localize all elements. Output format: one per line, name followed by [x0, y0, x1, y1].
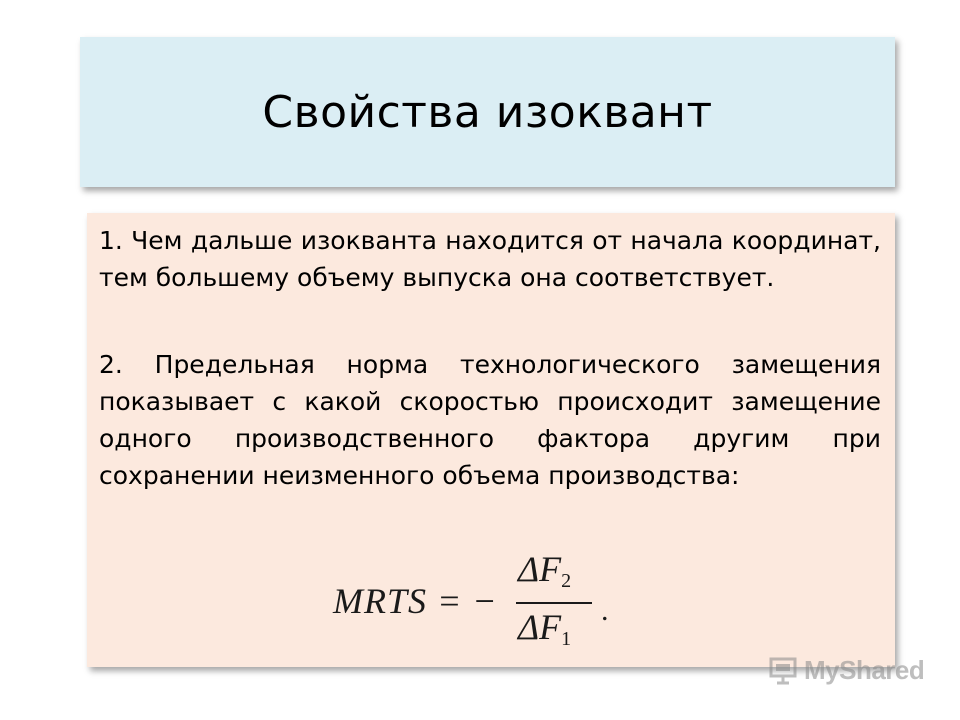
formula-period: .	[601, 594, 609, 627]
mrts-formula	[333, 546, 613, 656]
formula-numerator: $\Delta F_2$	[518, 549, 572, 592]
watermark	[768, 655, 924, 686]
denominator-subscript: 1	[561, 628, 572, 650]
paragraph-1: 1. Чем дальше изокванта находится от начала координат, тем большему объему выпуска она соответствует.	[99, 226, 881, 292]
projector-screen-icon	[768, 656, 798, 686]
watermark-text: MyShared	[804, 655, 925, 685]
paragraph-2: 2. Предельная норма технологического замещения показывает с какой скоростью происходит замещение одного производственного фактора другим при сохранении неизменного объема производства:	[99, 350, 881, 490]
formula-lhs: MRTS = −	[333, 581, 498, 621]
title-box	[80, 37, 895, 187]
slide-title: Свойства изоквант	[262, 86, 713, 138]
content-box	[87, 213, 895, 667]
fraction-bar	[516, 602, 592, 604]
formula-fraction	[516, 546, 594, 656]
formula-denominator: $\Delta F_1$	[518, 607, 572, 650]
numerator-subscript: 2	[561, 570, 572, 592]
